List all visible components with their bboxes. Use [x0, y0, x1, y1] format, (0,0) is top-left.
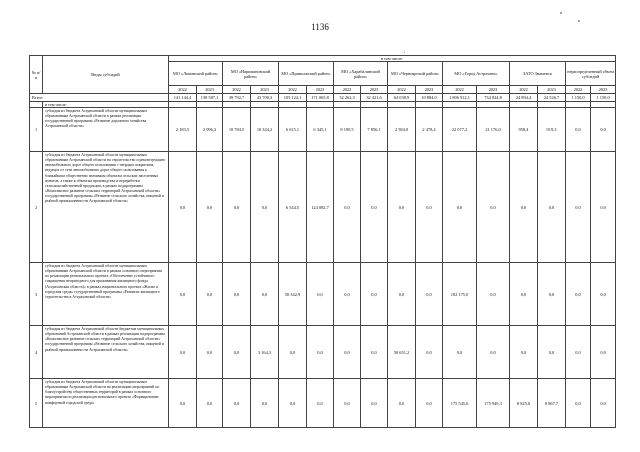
- year-header: 2023: [416, 86, 443, 94]
- subsidy-value: 10 344,2: [251, 108, 279, 152]
- subsidy-description: субсидия из бюджета Астраханской области муниципальным образованиям Астраханской области на реализацию мероприятий по благоустройству общественных территорий в рамках основного мероприятия по реализации регионального проекта «Формирование комфортной городской среды: [43, 379, 169, 428]
- subsidy-value: 3 164,3: [251, 326, 279, 379]
- subsidy-value: 0,0: [388, 152, 416, 263]
- year-header: 2022: [169, 86, 197, 94]
- subsidy-value: 0,0: [197, 152, 223, 263]
- header-group: нераспределенный объем субсидий: [566, 62, 616, 86]
- subsidy-value: 0,0: [251, 379, 279, 428]
- total-value: 32 262,3: [334, 94, 361, 102]
- year-header: 2022: [279, 86, 307, 94]
- header-group: МО «Приволжский район»: [279, 62, 334, 86]
- subsidy-description: субсидия из бюджета Астраханской области муниципальным образованиям Астраханской области в рамках реализации государственной программы «Развитие дорожного хозяйства Астраханской области»: [43, 108, 169, 152]
- subsidy-value: 0,0: [477, 152, 510, 263]
- row-number: 4: [30, 326, 43, 379]
- year-header: 2023: [477, 86, 510, 94]
- subsidy-value: 0,0: [416, 263, 443, 326]
- year-header: 2023: [251, 86, 279, 94]
- subsidy-value: 0,0: [251, 263, 279, 326]
- subsidy-value: 0,0: [197, 326, 223, 379]
- subsidy-value: 0,0: [591, 108, 616, 152]
- row-number: 2: [30, 152, 43, 263]
- subsidy-value: 0,0: [169, 326, 197, 379]
- subsidy-value: 0,0: [538, 152, 566, 263]
- row-number: 1: [30, 108, 43, 152]
- subsidy-value: 0,0: [591, 263, 616, 326]
- row-number: 5: [30, 379, 43, 428]
- subsidy-value: 8 825,0: [510, 379, 538, 428]
- subsidy-value: 958,4: [510, 108, 538, 152]
- subsidy-value: 21 176,0: [477, 108, 510, 152]
- year-header: 2023: [538, 86, 566, 94]
- total-value: 1 806 912,1: [443, 94, 477, 102]
- subsidy-value: 0,0: [279, 379, 307, 428]
- subsidy-value: 0,0: [197, 263, 223, 326]
- subsidy-description: субсидия из бюджета Астраханской области бюджетам муниципальных образований Астраханской области в рамках реализации подпрограммы «Комплексное развитие сельских территорий Астраханской области» государственной программы «Развитие сельского хозяйства, пищевой и рыбной промышленности Астраханской области»: [43, 326, 169, 379]
- header-group: МО «Харабалинский район»: [334, 62, 388, 86]
- subsidy-value: 2 584,0: [388, 108, 416, 152]
- page-number: 1136: [311, 22, 329, 32]
- subsidy-value: 0,0: [416, 326, 443, 379]
- total-value: 43 700,3: [251, 94, 279, 102]
- subsidy-value: 0,0: [443, 152, 477, 263]
- total-label: Всего:: [30, 94, 169, 102]
- total-value: 138 587,1: [197, 94, 223, 102]
- total-value: 1 150,0: [591, 94, 616, 102]
- subsidy-value: 0,0: [510, 152, 538, 263]
- subsidy-value: 0,0: [591, 152, 616, 263]
- header-group: МО «Черноярский район»: [388, 62, 443, 86]
- total-value: 171 065,8: [307, 94, 334, 102]
- year-header: 2022: [223, 86, 251, 94]
- total-value: 32 421,6: [361, 94, 388, 102]
- total-value: 734 824,8: [477, 94, 510, 102]
- subsidy-value: 0,0: [169, 379, 197, 428]
- subsidy-value: 0,0: [197, 379, 223, 428]
- year-header: 2022: [443, 86, 477, 94]
- subsidy-value: 182 175,0: [443, 263, 477, 326]
- subsidy-value: 0,0: [361, 263, 388, 326]
- subsidy-value: 10 784,5: [223, 108, 251, 152]
- subsidy-value: 0,0: [223, 263, 251, 326]
- subsidy-value: 0,0: [510, 326, 538, 379]
- subsidy-value: 0,0: [361, 326, 388, 379]
- incl-label: в том числе:: [43, 102, 169, 108]
- year-header: 2022: [566, 86, 591, 94]
- total-value: 10 884,0: [416, 94, 443, 102]
- subsidy-value: 0,0: [307, 326, 334, 379]
- scan-speck: [404, 52, 405, 53]
- subsidy-value: 0,0: [279, 326, 307, 379]
- year-header: 2022: [388, 86, 416, 94]
- subsidy-value: 919,3: [538, 108, 566, 152]
- year-header: 2022: [334, 86, 361, 94]
- subsidy-value: 0,0: [443, 326, 477, 379]
- subsidy-value: 0,0: [169, 263, 197, 326]
- subsidy-value: 0,0: [416, 152, 443, 263]
- subsidy-value: 6 345,1: [307, 108, 334, 152]
- subsidy-value: 0,0: [223, 379, 251, 428]
- subsidy-value: 0,0: [223, 152, 251, 263]
- subsidy-value: 0,0: [388, 263, 416, 326]
- header-num: № п/п: [30, 56, 43, 94]
- subsidy-value: 6 544,5: [279, 152, 307, 263]
- header-name: Виды субсидий: [43, 56, 169, 94]
- subsidy-value: 0,0: [334, 379, 361, 428]
- subsidy-value: 0,0: [538, 263, 566, 326]
- subsidy-value: 124 082,7: [307, 152, 334, 263]
- subsidy-value: 22 077,2: [443, 108, 477, 152]
- header-group: МО «Наримановский район»: [223, 62, 279, 86]
- subsidy-value: 0,0: [416, 379, 443, 428]
- total-value: 64 038,9: [388, 94, 416, 102]
- subsidy-value: 0,0: [510, 263, 538, 326]
- subsidy-value: 0,0: [566, 379, 591, 428]
- row-number: 3: [30, 263, 43, 326]
- total-value: 24 526,7: [538, 94, 566, 102]
- header-group: ЗАТО Знаменск: [510, 62, 566, 86]
- subsidy-value: 50 651,2: [388, 326, 416, 379]
- subsidy-value: 2 096,3: [197, 108, 223, 152]
- subsidy-value: 0,0: [566, 263, 591, 326]
- subsidy-value: 0,0: [251, 152, 279, 263]
- subsidy-value: 7 856,1: [361, 108, 388, 152]
- year-header: 2023: [361, 86, 388, 94]
- total-value: 1 150,0: [566, 94, 591, 102]
- subsidy-value: 0,0: [307, 263, 334, 326]
- subsidy-description: субсидия из бюджета Астраханской области муниципальным образованиям Астраханской области в рамках основного мероприятия по реализации регионального проекта «Обеспечение устойчивого сокращения непригодного для проживания жилищного фонда (Астраханская область)» в рамках национального проекта «Жилье и городская среда» государственной программы «Развитие жилищного строительства в Астраханской области»: [43, 263, 169, 326]
- scan-speck: [578, 20, 580, 22]
- subsidy-value: 0,0: [566, 108, 591, 152]
- subsidy-value: 0,0: [307, 379, 334, 428]
- total-value: 105 124,1: [279, 94, 307, 102]
- header-incl: в том числе:: [169, 56, 616, 62]
- subsidy-value: 0,0: [223, 326, 251, 379]
- subsidy-value: 2 478,4: [416, 108, 443, 152]
- subsidy-value: 0,0: [591, 326, 616, 379]
- subsidy-value: 50 342,9: [279, 263, 307, 326]
- subsidy-value: 175 545,6: [443, 379, 477, 428]
- subsidy-value: 0,0: [334, 326, 361, 379]
- total-value: 39 792,7: [223, 94, 251, 102]
- subsidy-value: 2 183,5: [169, 108, 197, 152]
- subsidy-value: 0,0: [334, 263, 361, 326]
- subsidy-value: 0,0: [361, 379, 388, 428]
- subsidy-value: 0,0: [591, 379, 616, 428]
- subsidy-value: 0,0: [361, 152, 388, 263]
- subsidy-value: 8 190,5: [334, 108, 361, 152]
- year-header: 2023: [197, 86, 223, 94]
- subsidy-value: 0,0: [566, 152, 591, 263]
- subsidy-value: 0,0: [477, 263, 510, 326]
- header-group: МО «Лиманский район»: [169, 62, 223, 86]
- subsidy-value: 0,0: [566, 326, 591, 379]
- subsidy-value: 0,0: [169, 152, 197, 263]
- subsidy-description: субсидия из бюджета Астраханской области муниципальным образованиям Астраханской области на строительство и реконструкцию автомобильных дорог общего пользования с твердым покрытием, ведущих от сети автомобильных дорог общего пользования к ближайшим общественно значимым объектам сельских населенных пунктов, а также к объектам производства и переработки сельскохозяйственной продукции, в рамках подпрограммы «Комплексное развитие сельских территорий Астраханской области» государственной программы «Развитие сельского хозяйства, пищевой и рыбной промышленности Астраханской области»: [43, 152, 169, 263]
- subsidy-value: 0,0: [538, 326, 566, 379]
- year-header: 2022: [510, 86, 538, 94]
- subsidy-value: 6 615,1: [279, 108, 307, 152]
- header-group: МО «Город Астрахань»: [443, 62, 510, 86]
- subsidy-value: 175 949,3: [477, 379, 510, 428]
- subsidy-value: 0,0: [477, 326, 510, 379]
- year-header: 2023: [591, 86, 616, 94]
- total-value: 24 894,4: [510, 94, 538, 102]
- total-value: 141 144,4: [169, 94, 197, 102]
- year-header: 2023: [307, 86, 334, 94]
- subsidy-table: [29, 55, 616, 428]
- subsidy-value: 0,0: [388, 379, 416, 428]
- subsidy-value: 8 867,7: [538, 379, 566, 428]
- scan-speck: [560, 12, 562, 14]
- subsidy-value: 0,0: [334, 152, 361, 263]
